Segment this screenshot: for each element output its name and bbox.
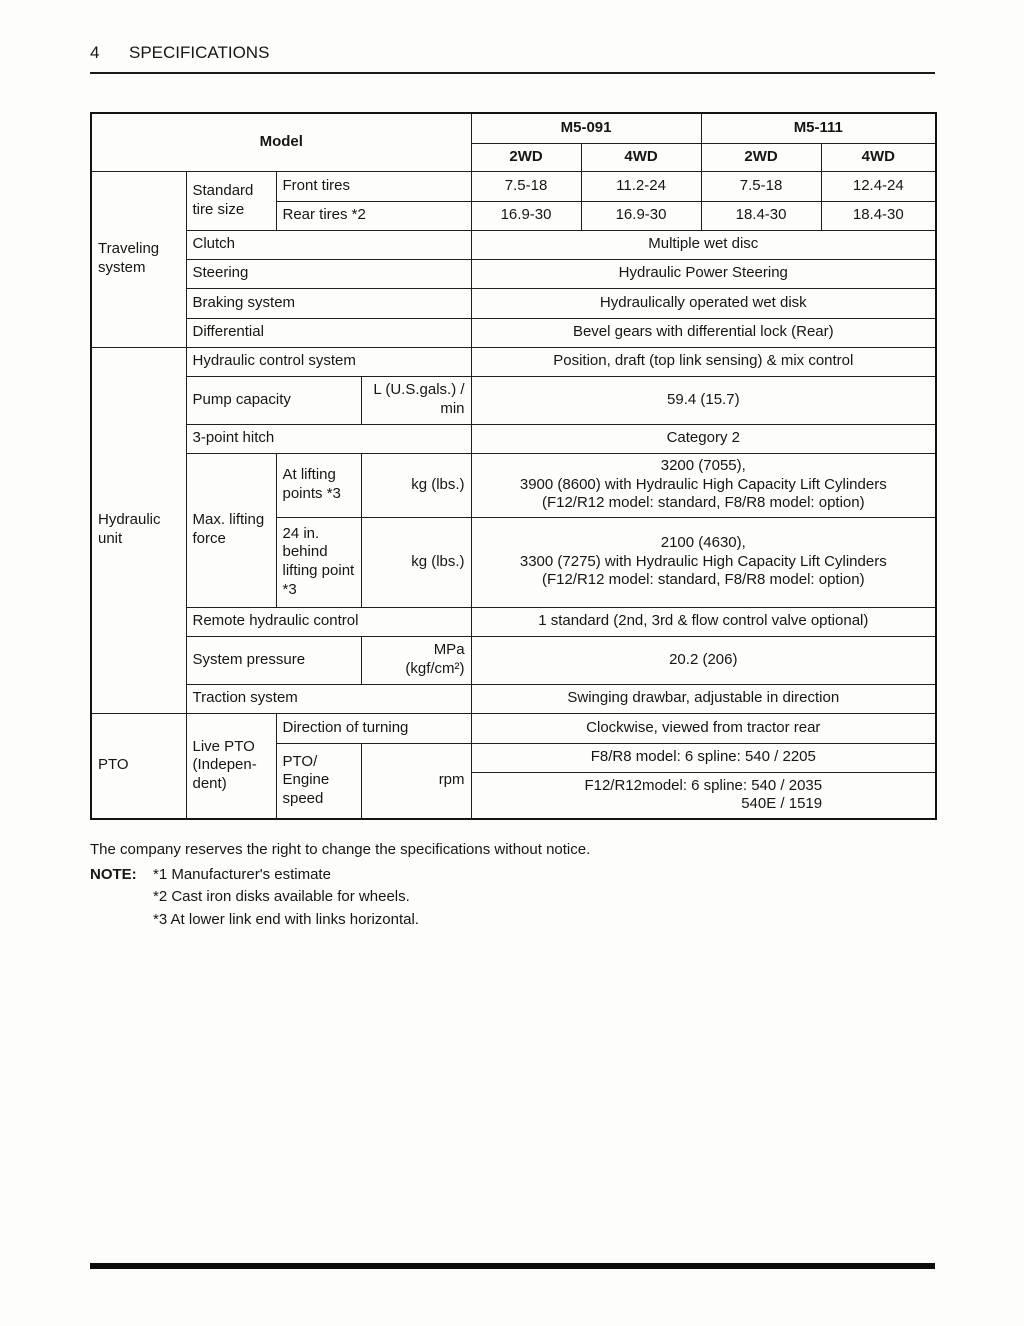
behind-lifting-point-label: 24 in. behind lifting point *3 bbox=[276, 517, 361, 607]
differential-value: Bevel gears with differential lock (Rear) bbox=[471, 318, 936, 347]
drive-header-m5091-4wd: 4WD bbox=[581, 143, 701, 171]
note-row bbox=[90, 865, 935, 933]
lift-behind-line3: (F12/R12 model: standard, F8/R8 model: option) bbox=[541, 571, 865, 589]
rear-tires-m5091-4wd: 16.9-30 bbox=[581, 201, 701, 230]
lift-behind-line2: 3300 (7275) with Hydraulic High Capacity Lift Cylinders bbox=[519, 552, 887, 570]
page-title: SPECIFICATIONS bbox=[129, 43, 270, 62]
lift-at-line2: 3900 (8600) with Hydraulic High Capacity Lift Cylinders bbox=[519, 475, 887, 493]
model-m5-111-header: M5-111 bbox=[701, 113, 936, 143]
rear-tires-m5091-2wd: 16.9-30 bbox=[471, 201, 581, 230]
page-header bbox=[90, 0, 935, 63]
hydraulic-control-label: Hydraulic control system bbox=[186, 347, 471, 376]
steering-label: Steering bbox=[186, 259, 471, 288]
system-pressure-label: System pressure bbox=[186, 636, 361, 684]
drive-header-m5091-2wd: 2WD bbox=[471, 143, 581, 171]
page-number: 4 bbox=[90, 43, 100, 62]
note-3: *3 At lower link end with links horizontal. bbox=[153, 910, 419, 928]
pump-capacity-value: 59.4 (15.7) bbox=[471, 376, 936, 424]
steering-value: Hydraulic Power Steering bbox=[471, 259, 936, 288]
lift-behind-line1: 2100 (4630), bbox=[660, 533, 746, 551]
rear-tires-m5111-2wd: 18.4-30 bbox=[701, 201, 821, 230]
braking-system-value: Hydraulically operated wet disk bbox=[471, 288, 936, 318]
at-lifting-points-value bbox=[471, 453, 936, 517]
traction-system-label: Traction system bbox=[186, 684, 471, 713]
front-tires-m5111-2wd: 7.5-18 bbox=[701, 171, 821, 201]
group-traveling-system: Traveling system bbox=[91, 171, 186, 347]
pump-capacity-unit bbox=[361, 376, 471, 424]
remote-hydraulic-label: Remote hydraulic control bbox=[186, 607, 471, 636]
live-pto-label: Live PTO (Indepen-dent) bbox=[186, 713, 276, 819]
clutch-label: Clutch bbox=[186, 230, 471, 259]
pto-speed-f12-value bbox=[471, 772, 936, 819]
note-label: NOTE: bbox=[90, 865, 137, 883]
front-tires-m5111-4wd: 12.4-24 bbox=[821, 171, 936, 201]
pto-speed-f8-value: F8/R8 model: 6 spline: 540 / 2205 bbox=[471, 743, 936, 772]
rear-tires-m5111-4wd: 18.4-30 bbox=[821, 201, 936, 230]
pto-engine-speed-unit: rpm bbox=[361, 743, 471, 819]
direction-of-turning-label: Direction of turning bbox=[276, 713, 471, 743]
pto-speed-f12-line2: 540E / 1519 bbox=[741, 795, 823, 813]
direction-of-turning-value: Clockwise, viewed from tractor rear bbox=[471, 713, 936, 743]
group-pto: PTO bbox=[91, 713, 186, 819]
pressure-unit-line2: (kgf/cm²) bbox=[405, 660, 465, 677]
system-pressure-unit bbox=[361, 636, 471, 684]
note-lines bbox=[153, 865, 419, 933]
note-1: *1 Manufacturer's estimate bbox=[153, 865, 331, 883]
at-lifting-points-unit: kg (lbs.) bbox=[361, 453, 471, 517]
disclaimer-text: The company reserves the right to change the specifications without notice. bbox=[90, 841, 591, 858]
three-point-hitch-label: 3-point hitch bbox=[186, 424, 471, 453]
traction-system-value: Swinging drawbar, adjustable in direction bbox=[471, 684, 936, 713]
behind-lifting-point-unit: kg (lbs.) bbox=[361, 517, 471, 607]
clutch-value: Multiple wet disc bbox=[471, 230, 936, 259]
lift-at-line3: (F12/R12 model: standard, F8/R8 model: option) bbox=[541, 494, 865, 512]
hydraulic-control-value: Position, draft (top link sensing) & mix control bbox=[471, 347, 936, 376]
footnotes bbox=[90, 840, 935, 932]
note-2: *2 Cast iron disks available for wheels. bbox=[153, 888, 410, 905]
header-rule bbox=[90, 72, 935, 74]
spec-table bbox=[90, 112, 937, 820]
drive-header-m5111-2wd: 2WD bbox=[701, 143, 821, 171]
braking-system-label: Braking system bbox=[186, 288, 471, 318]
pto-speed-f12-line1: F12/R12model: 6 spline: 540 / 2035 bbox=[584, 776, 823, 794]
max-lifting-force-label: Max. lifting force bbox=[186, 453, 276, 607]
remote-hydraulic-value: 1 standard (2nd, 3rd & flow control valve optional) bbox=[471, 607, 936, 636]
front-tires-label: Front tires bbox=[276, 171, 471, 201]
front-tires-m5091-2wd: 7.5-18 bbox=[471, 171, 581, 201]
page-bottom-rule bbox=[90, 1263, 935, 1269]
differential-label: Differential bbox=[186, 318, 471, 347]
behind-lifting-point-value bbox=[471, 517, 936, 607]
drive-header-m5111-4wd: 4WD bbox=[821, 143, 936, 171]
model-m5-091-header: M5-091 bbox=[471, 113, 701, 143]
model-header: Model bbox=[91, 113, 471, 171]
pump-unit-line1: L (U.S.gals.) / bbox=[373, 381, 465, 399]
page-content bbox=[90, 0, 935, 932]
pump-capacity-label: Pump capacity bbox=[186, 376, 361, 424]
system-pressure-value: 20.2 (206) bbox=[471, 636, 936, 684]
three-point-hitch-value: Category 2 bbox=[471, 424, 936, 453]
pto-speed-f12-block bbox=[584, 777, 822, 815]
lift-at-line1: 3200 (7055), bbox=[660, 456, 746, 474]
front-tires-m5091-4wd: 11.2-24 bbox=[581, 171, 701, 201]
standard-tire-size-label: Standard tire size bbox=[186, 171, 276, 230]
rear-tires-label: Rear tires *2 bbox=[276, 201, 471, 230]
pressure-unit-line1: MPa bbox=[433, 641, 465, 659]
pump-unit-line2: min bbox=[440, 400, 465, 417]
pto-engine-speed-label: PTO/ Engine speed bbox=[276, 743, 361, 819]
at-lifting-points-label: At lifting points *3 bbox=[276, 453, 361, 517]
group-hydraulic-unit: Hydraulic unit bbox=[91, 347, 186, 713]
